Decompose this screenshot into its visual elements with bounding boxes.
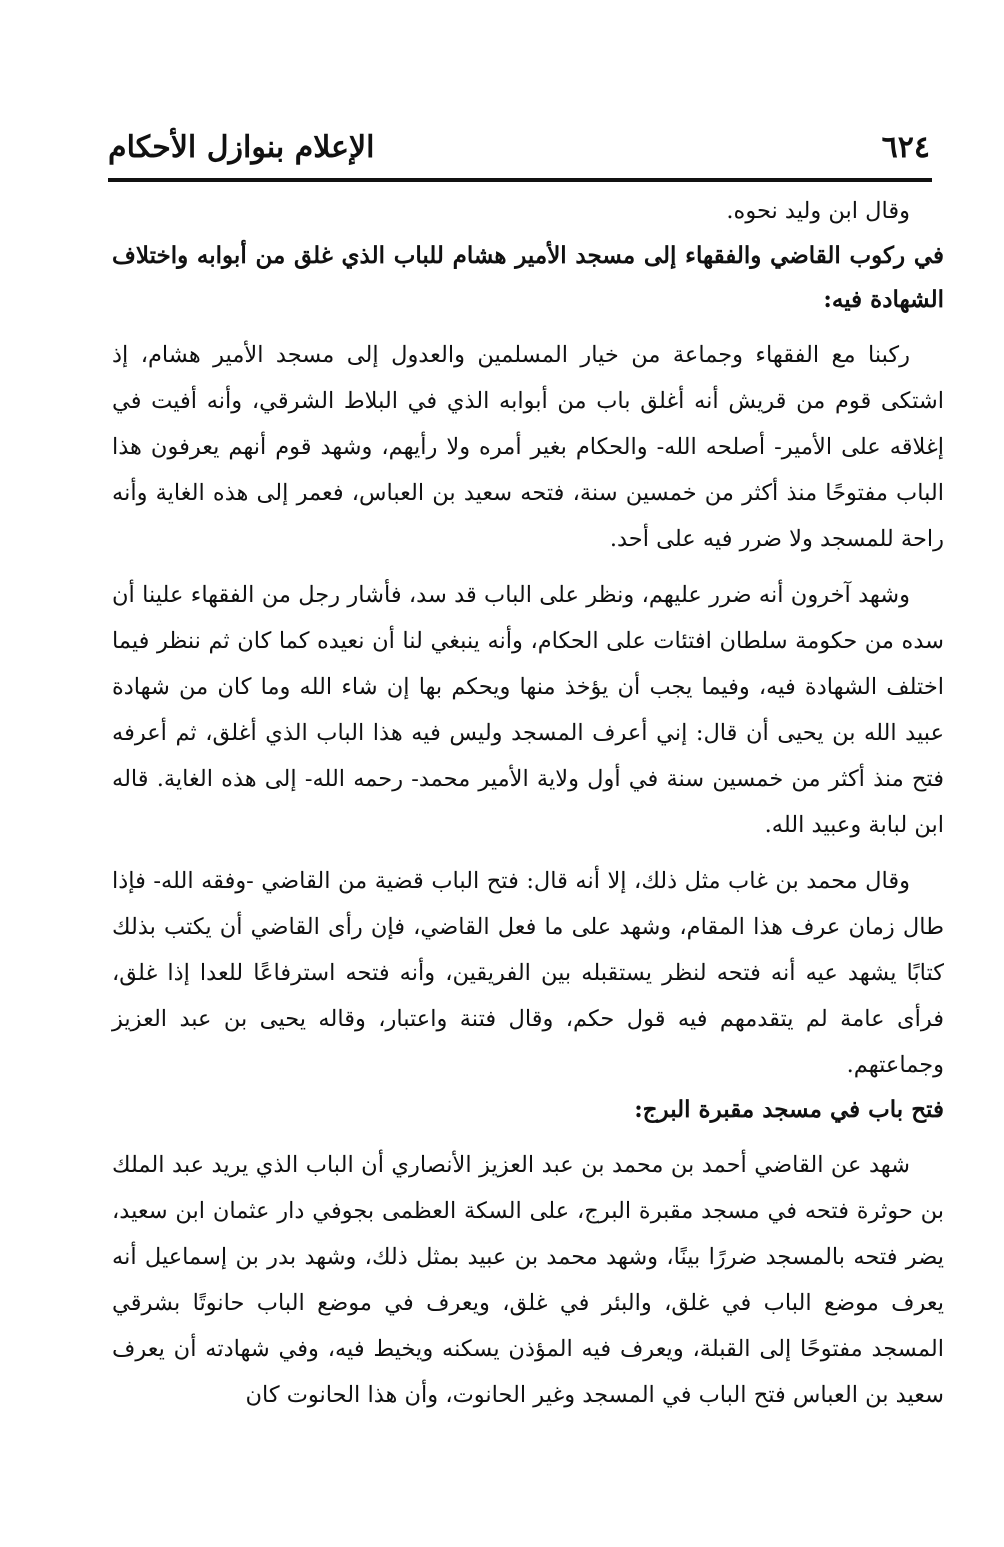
running-title: الإعلام بنوازل الأحكام bbox=[108, 130, 375, 165]
paragraph: ركبنا مع الفقهاء وجماعة من خيار المسلمين والعدول إلى مسجد الأمير هشام، إذ اشتكى قوم من قريش أنه أغلق باب من أبوابه الذي في البلاط الشرقي، وأنه أفيت في إغلاقه على الأمير- أصلحه الله- والحكام بغير أمره ولا رأيهم، وشهد قوم أنهم يعرفون هذا الباب مفتوحًا منذ أكثر من خمسين سنة، فتحه سعيد بن العباس، فعمر إلى هذه الغاية وأنه راحة للمسجد ولا ضرر فيه على أحد. bbox=[112, 342, 944, 552]
header-rule bbox=[108, 178, 932, 182]
paragraph: وشهد آخرون أنه ضرر عليهم، ونظر على الباب قد سد، فأشار رجل من الفقهاء علينا أن سده من حكومة سلطان افتئات على الحكام، وأنه ينبغي لنا أن نعيده كما كان ثم ننظر فيما اختلف الشهادة فيه، وفيما يجب أن يؤخذ منها ويحكم بها إن شاء الله وما كان من شهادة عبيد الله بن يحيى أن قال: إني أعرف المسجد وليس فيه هذا الباب الذي أغلق، ثم أعرفه فتح منذ أكثر من خمسين سنة في أول ولاية الأمير محمد- رحمه الله- إلى هذه الغاية. قاله ابن لبابة وعبيد الله. bbox=[112, 582, 944, 838]
spacer bbox=[112, 322, 944, 332]
paragraph: وقال محمد بن غاب مثل ذلك، إلا أنه قال: فتح الباب قضية من القاضي -وفقه الله- فإذا طال زمان عرف هذا المقام، وشهد على ما فعل القاضي، فإن رأى القاضي أن يكتب بذلك كتابًا يشهد عيه أنه فتحه لنظر يستقبله بين الفريقين، وأنه فتحه استرفاعًا للعدا إذا غلق، فرأى عامة لم يتقدمهم فيه قول حكم، وقال فتنة واعتبار، وقاله يحيى بن عبد العزيز وجماعتهم. bbox=[112, 868, 944, 1078]
section-heading-1: في ركوب القاضي والفقهاء إلى مسجد الأمير هشام للباب الذي غلق من أبوابه واختلاف الشهادة فيه: bbox=[112, 242, 944, 313]
page-header bbox=[108, 128, 930, 174]
spacer bbox=[112, 1132, 944, 1142]
intro-line: وقال ابن وليد نحوه. bbox=[726, 198, 910, 224]
spacer bbox=[112, 848, 944, 858]
page-body bbox=[112, 188, 944, 1418]
section-heading-2: فتح باب في مسجد مقبرة البرج: bbox=[634, 1096, 944, 1123]
paragraph: شهد عن القاضي أحمد بن محمد بن عبد العزيز الأنصاري أن الباب الذي يريد عبد الملك بن حوثرة فتحه في مسجد مقبرة البرج، على السكة العظمى بجوفي دار عثمان ابن سعيد، يضر فتحه بالمسجد ضررًا بينًا، وشهد محمد بن عبيد بمثل ذلك، وشهد بدر بن إسماعيل أنه يعرف موضع الباب في غلق، والبئر في غلق، ويعرف في موضع الباب حانوتًا بشرقي المسجد مفتوحًا إلى القبلة، ويعرف فيه المؤذن يسكنه ويخيط فيه، وفي شهادته أن يعرف سعيد بن العباس فتح الباب في المسجد وغير الحانوت، وأن هذا الحانوت كان bbox=[112, 1152, 944, 1408]
spacer bbox=[112, 562, 944, 572]
page-number: ٦٢٤ bbox=[881, 130, 930, 165]
